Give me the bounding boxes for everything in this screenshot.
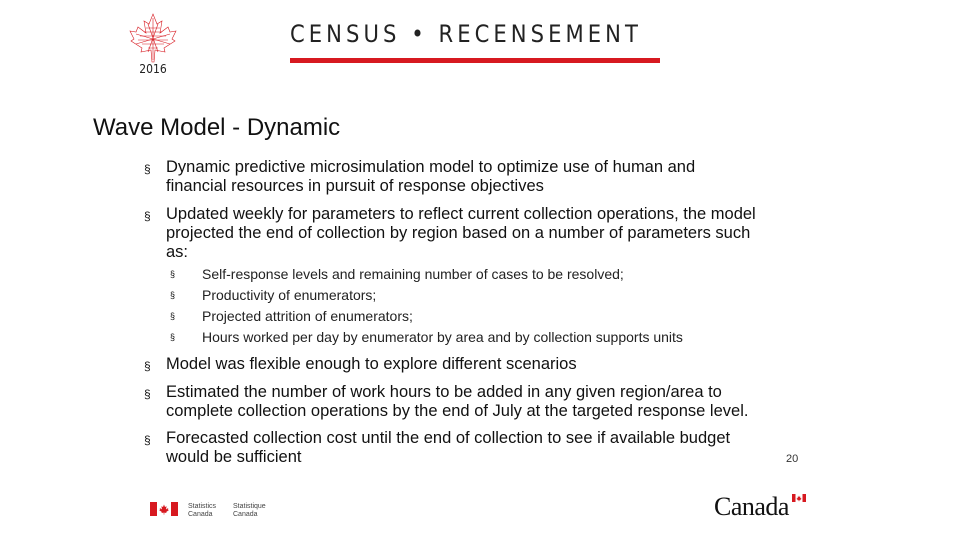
statcan-en-line: Statistics bbox=[188, 503, 217, 510]
bullet-line: Model was flexible enough to explore different scenarios bbox=[166, 355, 577, 373]
bullet-marker: § bbox=[144, 209, 151, 223]
census-red-rule bbox=[290, 58, 660, 63]
statcan-fr-line: Canada bbox=[233, 511, 258, 518]
bullet-marker: § bbox=[144, 387, 151, 401]
sub-bullet-text: Productivity of enumerators; bbox=[202, 287, 377, 303]
bullet-marker: § bbox=[144, 433, 151, 447]
bullet-text bbox=[166, 355, 577, 374]
maple-leaf-logo bbox=[128, 12, 178, 64]
bullet-text bbox=[166, 383, 748, 421]
bullet-line: complete collection operations by the end of July at the targeted response level. bbox=[166, 402, 749, 420]
bullet-marker: § bbox=[144, 162, 151, 176]
statcan-en-line: Canada bbox=[188, 511, 213, 518]
bullet-line: Updated weekly for parameters to reflect current collection operations, the model bbox=[166, 205, 756, 223]
sub-bullet-marker: § bbox=[170, 332, 176, 342]
bullet-text bbox=[166, 158, 695, 196]
sub-bullet-marker: § bbox=[170, 311, 176, 321]
bullet-line: Forecasted collection cost until the end of collection to see if available budget bbox=[166, 429, 731, 447]
bullet-line: projected the end of collection by region based on a number of parameters such bbox=[166, 224, 751, 242]
canada-wordmark-flag-icon bbox=[792, 494, 806, 502]
bullet-text bbox=[166, 205, 756, 262]
bullet-line: as: bbox=[166, 243, 189, 261]
census-year: 2016 bbox=[139, 62, 167, 76]
bullet-line: Estimated the number of work hours to be added in any given region/area to bbox=[166, 383, 722, 401]
census-title: CENSUS • RECENSEMENT bbox=[290, 20, 642, 48]
bullet-line: financial resources in pursuit of response objectives bbox=[166, 177, 544, 195]
bullet-marker: § bbox=[144, 359, 151, 373]
bullet-text bbox=[166, 429, 730, 467]
statcan-en bbox=[188, 503, 216, 519]
sub-bullet-text: Hours worked per day by enumerator by area and by collection supports units bbox=[202, 329, 683, 345]
sub-bullet-marker: § bbox=[170, 269, 176, 279]
statcan-fr bbox=[233, 503, 266, 519]
canada-wordmark: Canada bbox=[714, 492, 789, 521]
sub-bullet-marker: § bbox=[170, 290, 176, 300]
bullet-line: Dynamic predictive microsimulation model to optimize use of human and bbox=[166, 158, 696, 176]
sub-bullet-text: Projected attrition of enumerators; bbox=[202, 308, 413, 324]
bullet-line: would be sufficient bbox=[166, 448, 302, 466]
slide-title: Wave Model - Dynamic bbox=[93, 114, 341, 141]
canada-flag-icon bbox=[150, 502, 178, 516]
statcan-fr-line: Statistique bbox=[233, 503, 266, 510]
sub-bullet-text: Self-response levels and remaining number of cases to be resolved; bbox=[202, 266, 624, 282]
page-number: 20 bbox=[786, 453, 799, 465]
